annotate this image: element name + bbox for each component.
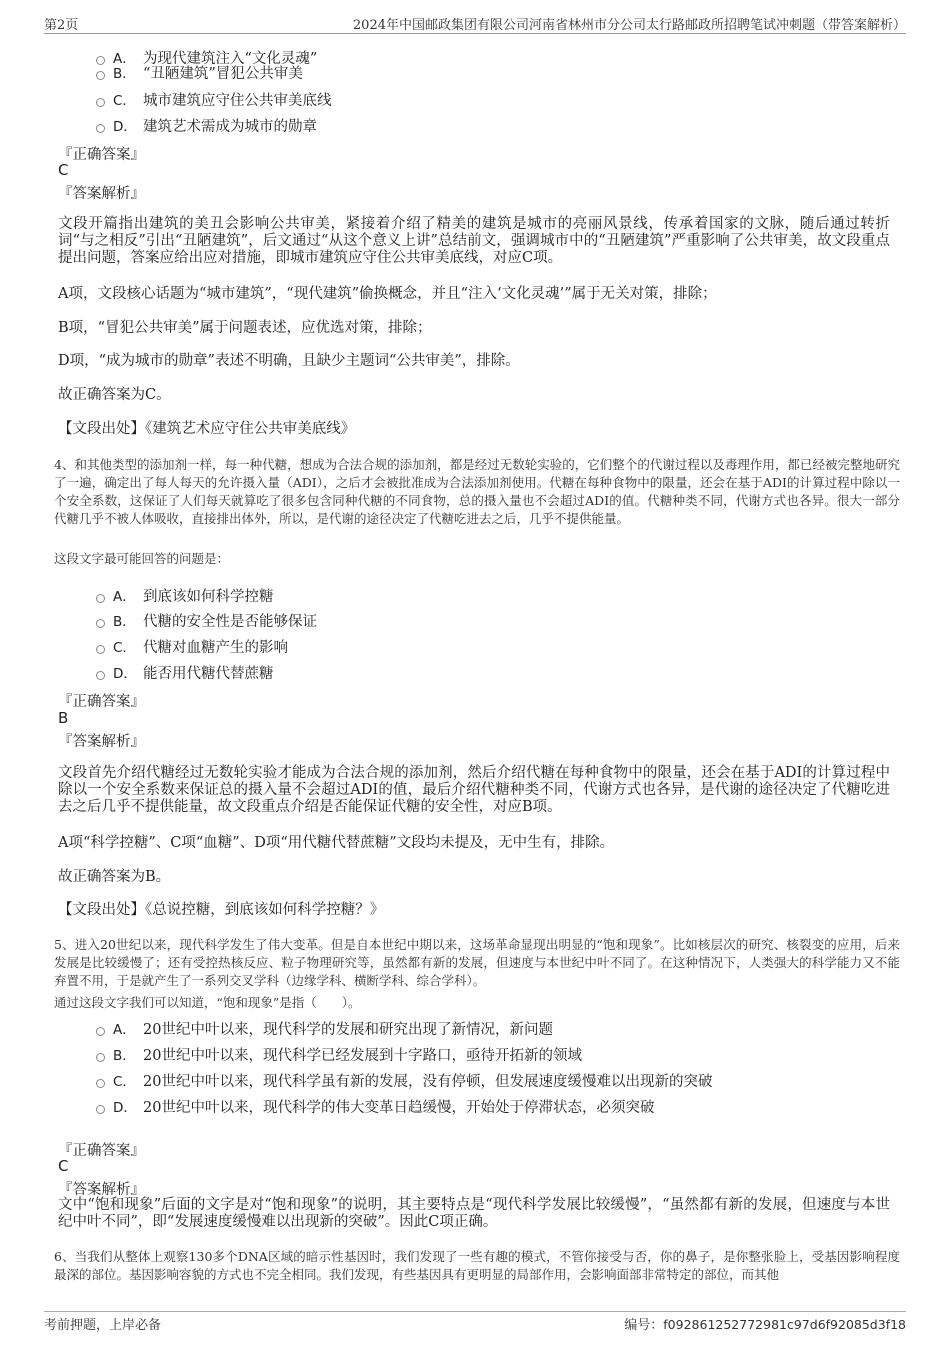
radio-icon[interactable] [96,1027,105,1036]
analysis-label: 『答案解析』 [58,186,145,202]
q4-analysis-others: A项“科学控糖”、C项“血糖”、D项“用代糖代替蔗糖”文段均未提及，无中生有，排除。 [58,835,615,851]
q5-option-c[interactable]: C． 20世纪中叶以来，现代科学虽有新的发展，没有停顿，但发展速度缓慢难以出现新的突破 [96,1070,712,1090]
header-divider [44,33,906,34]
q4-stem: 4、和其他类型的添加剂一样，每一种代糖，想成为合法合规的添加剂，都是经过无数轮实验的，它们整个的代谢过程以及毒理作用，都已经被完整地研究了一遍，确定出了每人每天的允许摄入量（ADI），之后才会被批准成为合法添加剂使用。代糖在每种食物中的限量，还会在基于ADI的计算过程中除以一个安全系数，这保证了人们每天就算吃了很多包含同种代糖的不同食物，总的摄入量也不会超过ADI的值。代糖种类不同，代谢方式也各异。很大一部分代糖几乎不被人体吸收，直接排出体外，所以，是代谢的途径决定了代糖吃进去之后，几乎不提供能量。 [54,457,900,526]
q4-analysis-main: 文段首先介绍代糖经过无数轮实验才能成为合法合规的添加剂，然后介绍代糖在每种食物中的限量，还会在基于ADI的计算过程中除以一个安全系数来保证总的摄入量不会超过ADI的值，最后介绍代糖种类不同，代谢方式也各异，是代谢的途径决定了代糖吃进去之后几乎不提供能量，故文段重点介绍是否能保证代糖的安全性，对应B项。 [58,765,890,815]
q5-analysis: 文中“饱和现象”后面的文字是对“饱和现象”的说明，其主要特点是“现代科学发展比较缓慢”，“虽然都有新的发展，但速度与本世纪中叶不同”，即“发展速度缓慢难以出现新的突破”。因此C项正确。 [58,1197,890,1230]
q4-question: 这段文字最可能回答的问题是： [54,551,230,566]
analysis-label: 『答案解析』 [58,1182,145,1198]
q5-option-a[interactable]: A． 20世纪中叶以来，现代科学的发展和研究出现了新情况，新问题 [96,1018,553,1038]
radio-icon[interactable] [96,671,105,680]
option-text: 20世纪中叶以来，现代科学的伟大变革日趋缓慢，开始处于停滞状态，必须突破 [143,1099,655,1116]
q3-option-b[interactable]: B． “丑陋建筑”冒犯公共审美 [96,62,303,82]
q5-option-d[interactable]: D． 20世纪中叶以来，现代科学的伟大变革日趋缓慢，开始处于停滞状态，必须突破 [96,1096,654,1116]
radio-icon[interactable] [96,98,105,107]
option-text: 20世纪中叶以来，现代科学已经发展到十字路口，亟待开拓新的领域 [143,1047,582,1064]
q4-option-d[interactable]: D． 能否用代糖代替蔗糖 [96,662,274,682]
q3-answer: C [58,161,69,179]
radio-icon[interactable] [96,1105,105,1114]
q5-answer: C [58,1157,69,1175]
document-code-value: f092861252772981c97d6f92085d3f18 [663,1317,906,1332]
radio-icon[interactable] [96,619,105,628]
radio-icon[interactable] [96,124,105,133]
option-text: 20世纪中叶以来，现代科学虽有新的发展，没有停顿，但发展速度缓慢难以出现新的突破 [143,1073,713,1090]
q3-analysis-b: B项，“冒犯公共审美”属于问题表述，应优选对策，排除； [58,320,432,336]
radio-icon[interactable] [96,71,105,80]
option-text: “丑陋建筑”冒犯公共审美 [143,65,303,82]
option-text: 20世纪中叶以来，现代科学的发展和研究出现了新情况，新问题 [143,1021,553,1038]
document-code [624,1314,906,1333]
correct-answer-label: 『正确答案』 [58,694,145,710]
q3-source: 【文段出处】《建筑艺术应守住公共审美底线》 [58,421,356,437]
correct-answer-label: 『正确答案』 [58,1143,145,1159]
option-text: 代糖的安全性是否能够保证 [143,613,317,630]
option-text: 为现代建筑注入“文化灵魂” [143,50,318,67]
radio-icon[interactable] [96,1079,105,1088]
q6-stem: 6、当我们从整体上观察130多个DNA区域的暗示性基因时，我们发现了一些有趣的模式，不管你接受与否，你的鼻子，是你整张脸上，受基因影响程度最深的部位。基因影响容貌的方式也不完全相同。我们发现，有些基因具有更明显的局部作用，会影响面部非常特定的部位，而其他 [54,1249,900,1282]
q3-option-c[interactable]: C． 城市建筑应守住公共审美底线 [96,89,332,109]
q4-option-a[interactable]: A． 到底该如何科学控糖 [96,585,274,605]
q5-stem: 5、进入20世纪以来，现代科学发生了伟大变革。但是自本世纪中期以来，这场革命显现出明显的“饱和现象”。比如核层次的研究、核裂变的应用，后来发展是比较缓慢了；还有受控热核反应、粒子物理研究等，虽然都有新的发展，但速度与本世纪中叶不同了。在这种情况下，人类强大的科学能力又不能弃置不用，于是就产生了一系列交叉学科（边缘学科、横断学科、综合学科）。 [54,937,900,988]
option-text: 建筑艺术需成为城市的勋章 [143,118,317,135]
radio-icon[interactable] [96,594,105,603]
analysis-label: 『答案解析』 [58,734,145,750]
q3-conclusion: 故正确答案为C。 [58,387,171,403]
q3-analysis-a: A项，文段核心话题为“城市建筑”，“现代建筑”偷换概念，并且“注入‘文化灵魂’”属于无关对策，排除； [58,286,717,302]
q5-question: 通过这段文字我们可以知道，“饱和现象”是指（ ）。 [54,995,361,1010]
q3-analysis-main: 文段开篇指出建筑的美丑会影响公共审美，紧接着介绍了精美的建筑是城市的亮丽风景线，传承着国家的文脉，随后通过转折词“与之相反”引出“丑陋建筑”，后文通过“从这个意义上讲”总结前文，强调城市中的“丑陋建筑”严重影响了公共审美，故文段重点提出问题，答案应给出应对措施，即城市建筑应守住公共审美底线，对应C项。 [58,216,890,266]
radio-icon[interactable] [96,1053,105,1062]
q3-option-d[interactable]: D． 建筑艺术需成为城市的勋章 [96,115,317,135]
q4-source: 【文段出处】《总说控糖，到底该如何科学控糖？》 [58,902,385,918]
option-text: 代糖对血糖产生的影响 [143,639,288,656]
option-text: 城市建筑应守住公共审美底线 [143,92,332,109]
option-text: 到底该如何科学控糖 [143,588,274,605]
correct-answer-label: 『正确答案』 [58,147,145,163]
footer-slogan: 考前押题，上岸必备 [44,1318,162,1333]
q4-conclusion: 故正确答案为B。 [58,869,171,885]
page-number: 第2页 [44,18,79,33]
document-code-label: 编号： [624,1318,664,1333]
radio-icon[interactable] [96,645,105,654]
q4-answer: B [58,709,69,727]
q3-option-a[interactable]: A． 为现代建筑注入“文化灵魂” [96,47,317,67]
document-title: 2024年中国邮政集团有限公司河南省林州市分公司太行路邮政所招聘笔试冲刺题（带答案解析） [352,18,906,33]
q5-option-b[interactable]: B． 20世纪中叶以来，现代科学已经发展到十字路口，亟待开拓新的领域 [96,1044,582,1064]
footer-divider [44,1311,906,1312]
q4-option-b[interactable]: B． 代糖的安全性是否能够保证 [96,610,317,630]
q3-analysis-d: D项，“成为城市的勋章”表述不明确，且缺少主题词“公共审美”，排除。 [58,353,520,369]
q4-option-c[interactable]: C． 代糖对血糖产生的影响 [96,636,288,656]
option-text: 能否用代糖代替蔗糖 [143,665,274,682]
